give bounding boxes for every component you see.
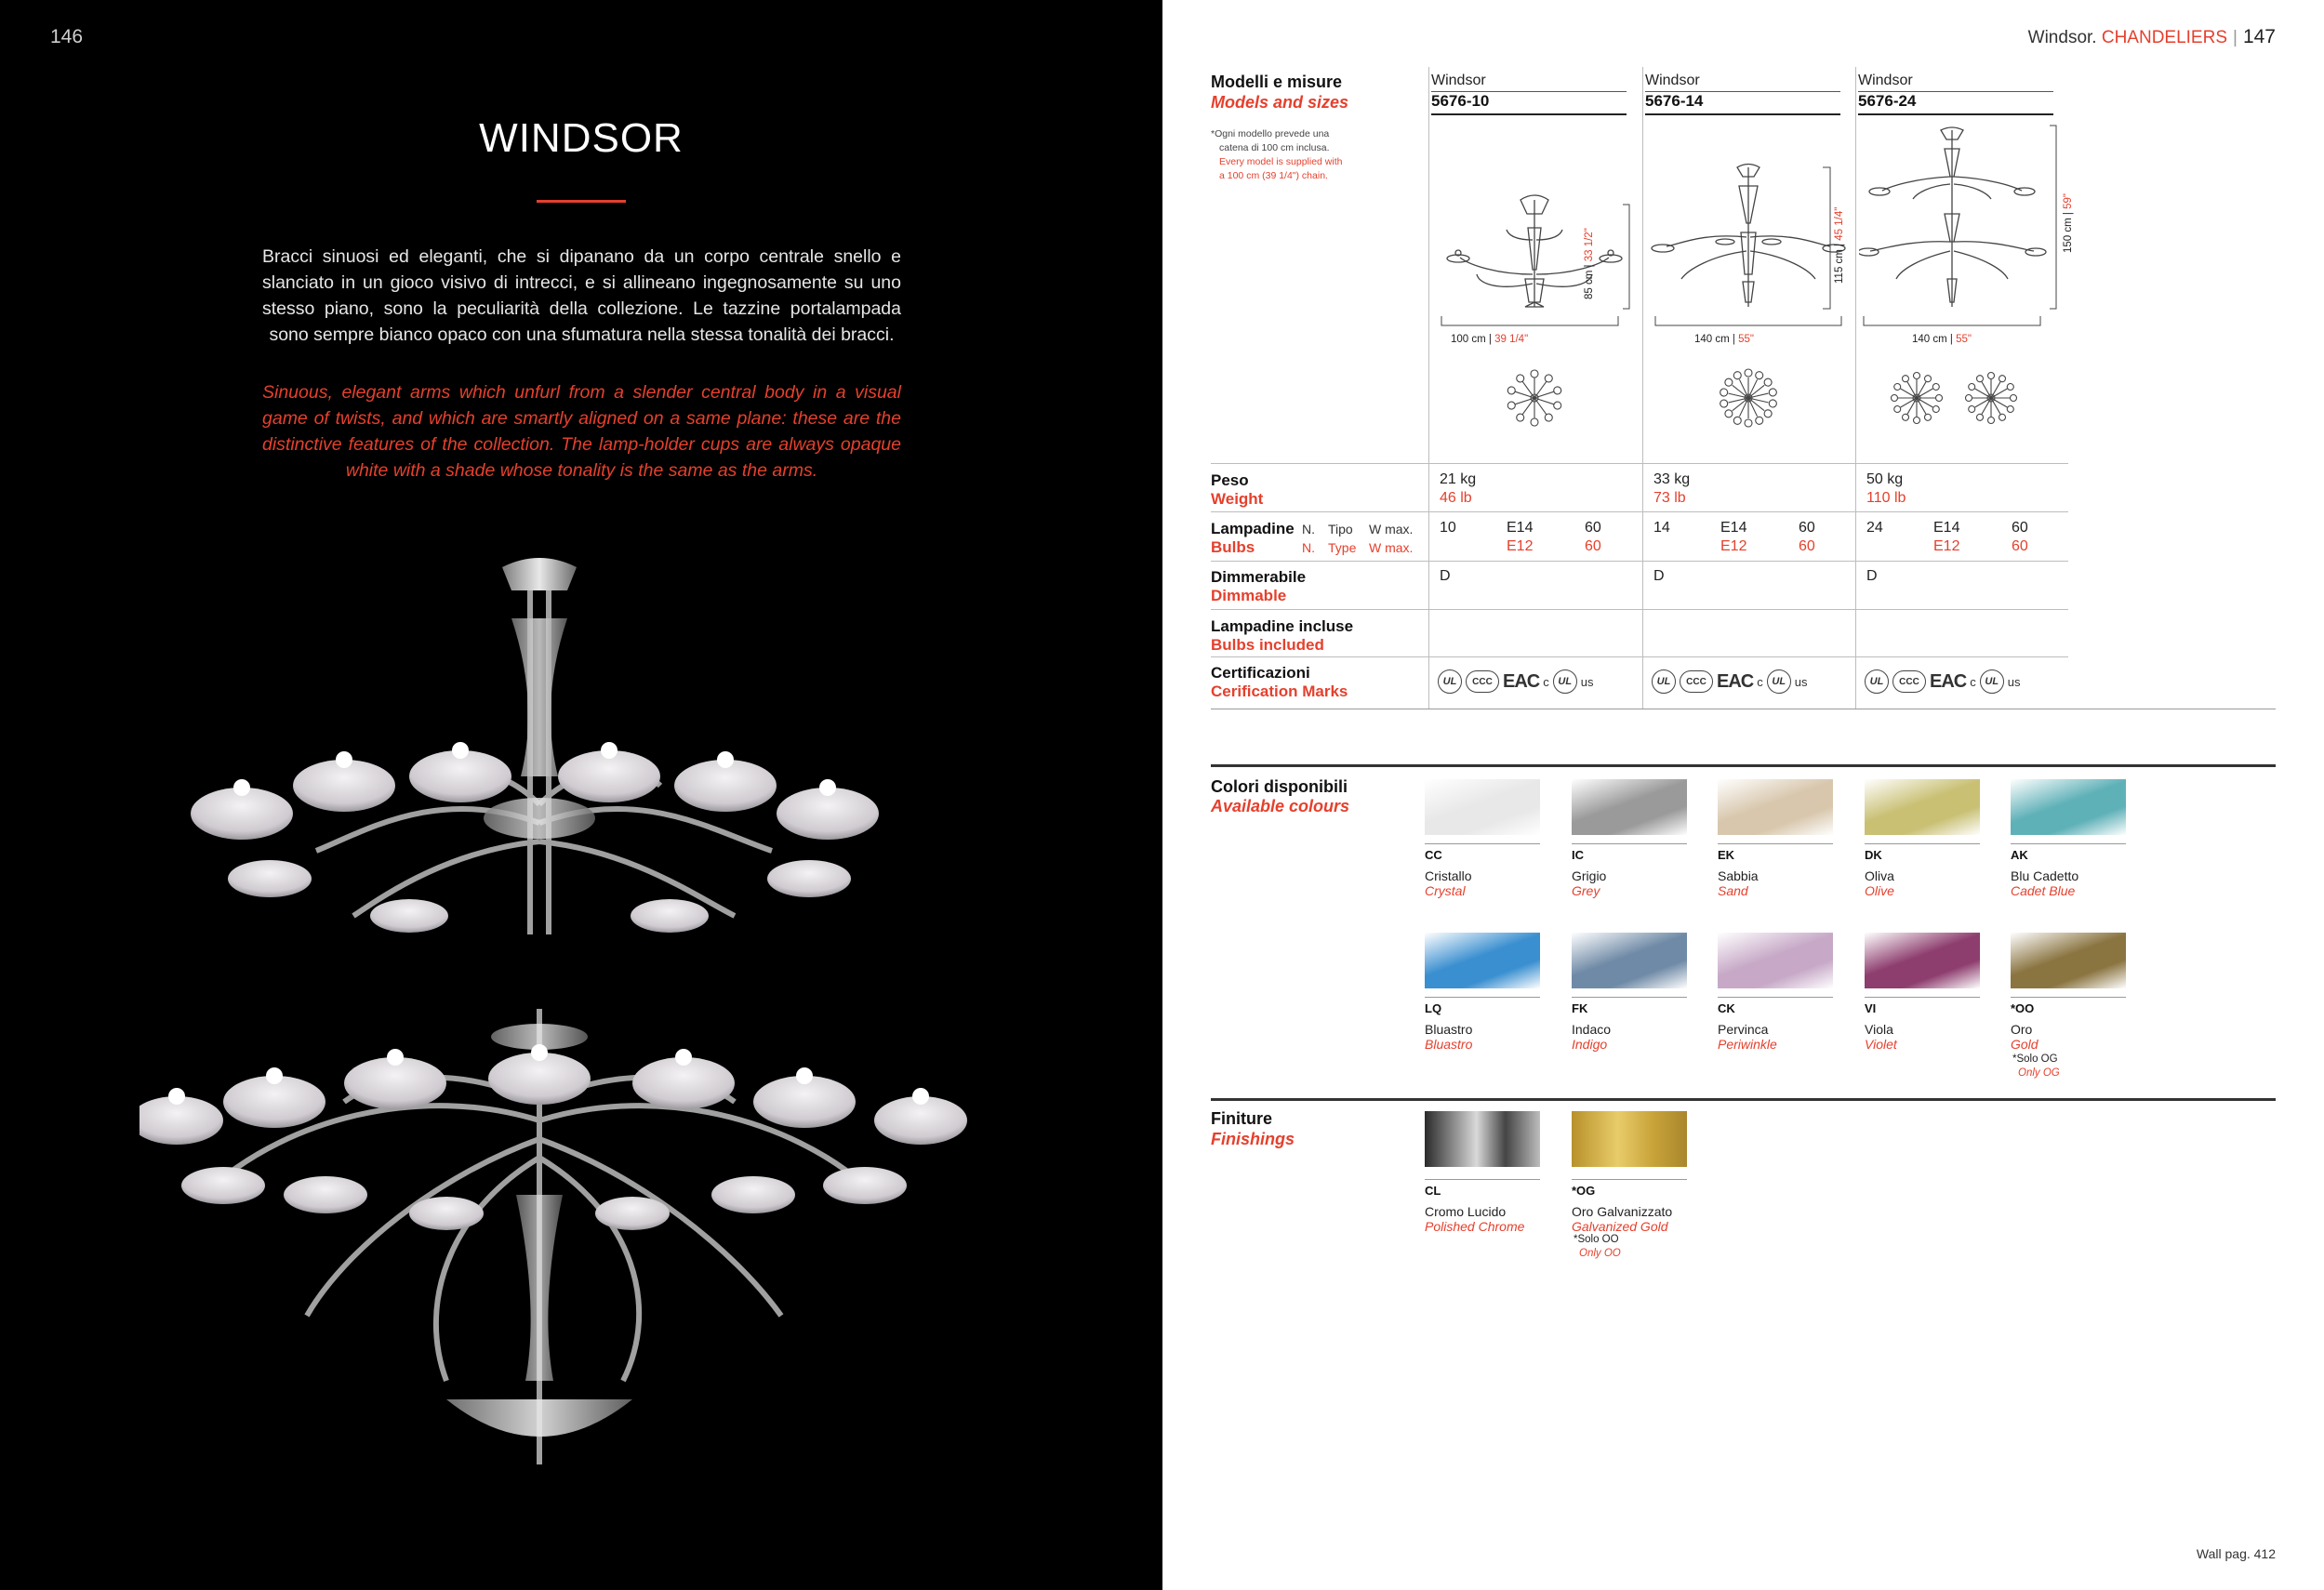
collection-title: WINDSOR [479, 115, 684, 161]
bulbs-type-eu-3: E14 [1933, 520, 1960, 536]
bulbs-type-eu-1: E14 [1507, 520, 1534, 536]
models-label-it: Modelli e misure [1211, 73, 1343, 91]
bulbs-watt-eu-2: 60 [1799, 520, 1815, 536]
cul-us: us [2007, 674, 2021, 689]
colour-name-en: Cadet Blue [2011, 883, 2076, 898]
drawing-5676-14 [1646, 126, 1851, 456]
bulbs-watt-us-2: 60 [1799, 538, 1815, 554]
colour-name-en: Sand [1718, 883, 1748, 898]
width-5676-14: 140 cm | 55" [1694, 334, 1754, 345]
colour-code: LQ [1425, 997, 1540, 1015]
table-hline-dimmable [1211, 561, 2068, 562]
colours-label-en: Available colours [1211, 797, 1350, 815]
bulbs-type-us-3: E12 [1933, 538, 1960, 554]
description-english: Sinuous, elegant arms which unfurl from a slender central body in a visual game of twists, and which are smartly aligned on a same plane: these are the distinctive features of the collection. The lamp-holder cups are always opaque white with a shade whose tonality is the same as the arms. [262, 382, 901, 481]
table-hline-included [1211, 609, 2068, 610]
cul-c: c [1757, 674, 1763, 689]
eac-mark-icon: EAC [1503, 670, 1540, 692]
models-label-en: Models and sizes [1211, 93, 1349, 112]
ul-mark-icon: UL [1865, 669, 1889, 694]
dimmable-label-it: Dimmerabile [1211, 568, 1307, 586]
bulbs-type-us-1: E12 [1507, 538, 1534, 554]
right-page [1162, 0, 2324, 1590]
colour-name-it: Indaco [1572, 1022, 1612, 1037]
cul-c: c [1970, 674, 1976, 689]
weight-label-it: Peso [1211, 471, 1249, 489]
width-5676-24: 140 cm | 55" [1912, 334, 1972, 345]
bulbs-w-it: W max. [1369, 522, 1414, 537]
dimmable-3: D [1866, 568, 1878, 584]
bulbs-type-en: Type [1328, 540, 1357, 555]
colour-swatch [2011, 779, 2126, 835]
drawing-5676-10 [1432, 126, 1637, 456]
dimmable-1: D [1440, 568, 1451, 584]
table-vline-2 [1642, 67, 1643, 709]
bulbs-watt-us-3: 60 [2012, 538, 2028, 554]
bulbs-type-eu-2: E14 [1720, 520, 1747, 536]
cul-us: us [1794, 674, 1808, 689]
ccc-mark-icon: CCC [1892, 670, 1926, 693]
dimmable-2: D [1653, 568, 1665, 584]
ccc-mark-icon: CCC [1466, 670, 1499, 693]
weight-kg-3: 50 kg [1866, 471, 1904, 487]
colour-swatch [1718, 933, 1833, 988]
colour-code: VI [1865, 997, 1980, 1015]
table-hline-cert [1211, 656, 2068, 657]
bulbs-n-en: N. [1302, 540, 1315, 555]
bulbs-watt-eu-1: 60 [1585, 520, 1601, 536]
cul-c: c [1543, 674, 1549, 689]
colour-swatch [2011, 933, 2126, 988]
colour-name-en: Olive [1865, 883, 1894, 898]
colour-name-it: Blu Cadetto [2011, 868, 2079, 883]
weight-label-en: Weight [1211, 490, 1264, 508]
description-italian: Bracci sinuosi ed eleganti, che si dipanano da un corpo centrale snello e slanciato in un gioco visivo di intrecci, e si allineano ingegnosamente su uno stesso piano, sono la peculiarità della collezione. Le tazzine portalampada sono sempre bianco opaco con una sfumatura nella stessa tonalità dei bracci. [262, 246, 901, 345]
colour-name-en: Bluastro [1425, 1037, 1473, 1052]
colour-code: *OO [2011, 997, 2126, 1015]
colour-name-en: Grey [1572, 883, 1600, 898]
cert-marks-3 [1865, 669, 2020, 695]
colour-swatch [1865, 933, 1980, 988]
bulbs-type-it: Tipo [1328, 522, 1353, 537]
bulbs-label-it: Lampadine [1211, 520, 1295, 537]
cert-marks-1 [1438, 669, 1593, 695]
drawing-5676-24 [1859, 121, 2068, 456]
cert-label-en: Cerification Marks [1211, 682, 1348, 700]
colour-name-it: Pervinca [1718, 1022, 1769, 1037]
cert-label-it: Certificazioni [1211, 664, 1310, 682]
weight-kg-1: 21 kg [1440, 471, 1477, 487]
colour-swatch [1718, 779, 1833, 835]
colour-name-it: Oro [2011, 1022, 2033, 1037]
ul-mark-icon: UL [1438, 669, 1462, 694]
wall-reference: Wall pag. 412 [2196, 1546, 2276, 1561]
colour-code: CC [1425, 843, 1540, 862]
height-5676-10-label: 85 cm | 33 1/2" [1584, 228, 1595, 299]
finish-name-en: Galvanized Gold [1572, 1219, 1668, 1234]
colour-name-it: Viola [1865, 1022, 1893, 1037]
page-number-left: 146 [50, 26, 84, 47]
colour-name-en: Crystal [1425, 883, 1466, 898]
colour-code: IC [1572, 843, 1687, 862]
bulbs-n-2: 14 [1653, 520, 1670, 536]
colour-swatch [1425, 933, 1540, 988]
model-head-5676-14: Windsor 5676-14 [1645, 73, 1840, 115]
model-head-5676-10: Windsor 5676-10 [1431, 73, 1627, 115]
gold-finish-note: *Solo OO Only OO [1574, 1234, 1621, 1259]
ul-mark-icon: UL [1652, 669, 1676, 694]
colours-top-rule [1211, 764, 2276, 767]
colour-name-it: Grigio [1572, 868, 1607, 883]
bulbs-watt-us-1: 60 [1585, 538, 1601, 554]
colour-name-en: Periwinkle [1718, 1037, 1777, 1052]
running-header: Windsor. CHANDELIERS | 147 [2027, 26, 2276, 47]
finishings-label-it: Finiture [1211, 1109, 1272, 1128]
ccc-mark-icon: CCC [1680, 670, 1713, 693]
table-vline-1 [1428, 67, 1429, 709]
height-5676-24-label: 150 cm | 59" [2063, 193, 2074, 253]
bulbs-n-it: N. [1302, 522, 1315, 537]
colour-name-en: Violet [1865, 1037, 1897, 1052]
finish-name-en: Polished Chrome [1425, 1219, 1525, 1234]
eac-mark-icon: EAC [1930, 670, 1967, 692]
cul-us: us [1580, 674, 1594, 689]
finish-name-it: Cromo Lucido [1425, 1204, 1507, 1219]
finish-swatch [1425, 1111, 1540, 1167]
colour-swatch [1865, 779, 1980, 835]
colour-swatch [1572, 779, 1687, 835]
weight-lb-3: 110 lb [1866, 490, 1906, 506]
header-category: CHANDELIERS [2101, 28, 2228, 47]
finishings-top-rule [1211, 1098, 2276, 1101]
finishings-label-en: Finishings [1211, 1130, 1295, 1148]
height-5676-14-label: 115 cm | 45 1/4" [1834, 206, 1845, 284]
colour-code: DK [1865, 843, 1980, 862]
eac-mark-icon: EAC [1717, 670, 1754, 692]
included-label-en: Bulbs included [1211, 636, 1324, 654]
finish-code: *OG [1572, 1179, 1687, 1198]
colour-code: FK [1572, 997, 1687, 1015]
colour-code: CK [1718, 997, 1833, 1015]
finish-swatch [1572, 1111, 1687, 1167]
colour-name-it: Sabbia [1718, 868, 1759, 883]
bulbs-n-3: 24 [1866, 520, 1883, 536]
colour-name-it: Cristallo [1425, 868, 1472, 883]
cul-mark-icon: UL [1553, 669, 1577, 694]
weight-lb-1: 46 lb [1440, 490, 1472, 506]
included-label-it: Lampadine incluse [1211, 617, 1354, 635]
table-hline-bulbs [1211, 511, 2068, 512]
weight-kg-2: 33 kg [1653, 471, 1691, 487]
colour-swatch [1572, 933, 1687, 988]
colours-label-it: Colori disponibili [1211, 777, 1348, 796]
bulbs-w-en: W max. [1369, 540, 1414, 555]
weight-lb-2: 73 lb [1653, 490, 1686, 506]
colour-code: AK [2011, 843, 2126, 862]
model-head-5676-24: Windsor 5676-24 [1858, 73, 2053, 115]
chain-note: *Ogni modello prevede una catena di 100 cm inclusa. Every model is supplied with a 100 cm (39 1/4") chain. [1211, 128, 1343, 181]
chandelier-photo [139, 544, 1023, 1502]
cul-mark-icon: UL [1767, 669, 1791, 694]
table-hline-weight [1211, 463, 2068, 464]
page-number-right: 147 [2242, 26, 2276, 47]
bulbs-watt-eu-3: 60 [2012, 520, 2028, 536]
colour-swatch [1425, 779, 1540, 835]
width-5676-10: 100 cm | 39 1/4" [1451, 334, 1529, 345]
table-vline-3 [1855, 67, 1856, 709]
finish-code: CL [1425, 1179, 1540, 1198]
finish-name-it: Oro Galvanizzato [1572, 1204, 1673, 1219]
bulbs-n-1: 10 [1440, 520, 1456, 536]
colour-name-it: Bluastro [1425, 1022, 1473, 1037]
header-product: Windsor. [2027, 28, 2097, 47]
colour-name-en: Gold [2011, 1037, 2038, 1052]
bulbs-type-us-2: E12 [1720, 538, 1747, 554]
title-underline [537, 200, 626, 203]
dimmable-label-en: Dimmable [1211, 587, 1287, 604]
bulbs-label-en: Bulbs [1211, 538, 1255, 556]
cert-marks-2 [1652, 669, 1807, 695]
gold-note: *Solo OG Only OG [2012, 1053, 2060, 1079]
colour-code: EK [1718, 843, 1833, 862]
cul-mark-icon: UL [1980, 669, 2004, 694]
colour-name-en: Indigo [1572, 1037, 1608, 1052]
colour-name-it: Oliva [1865, 868, 1894, 883]
